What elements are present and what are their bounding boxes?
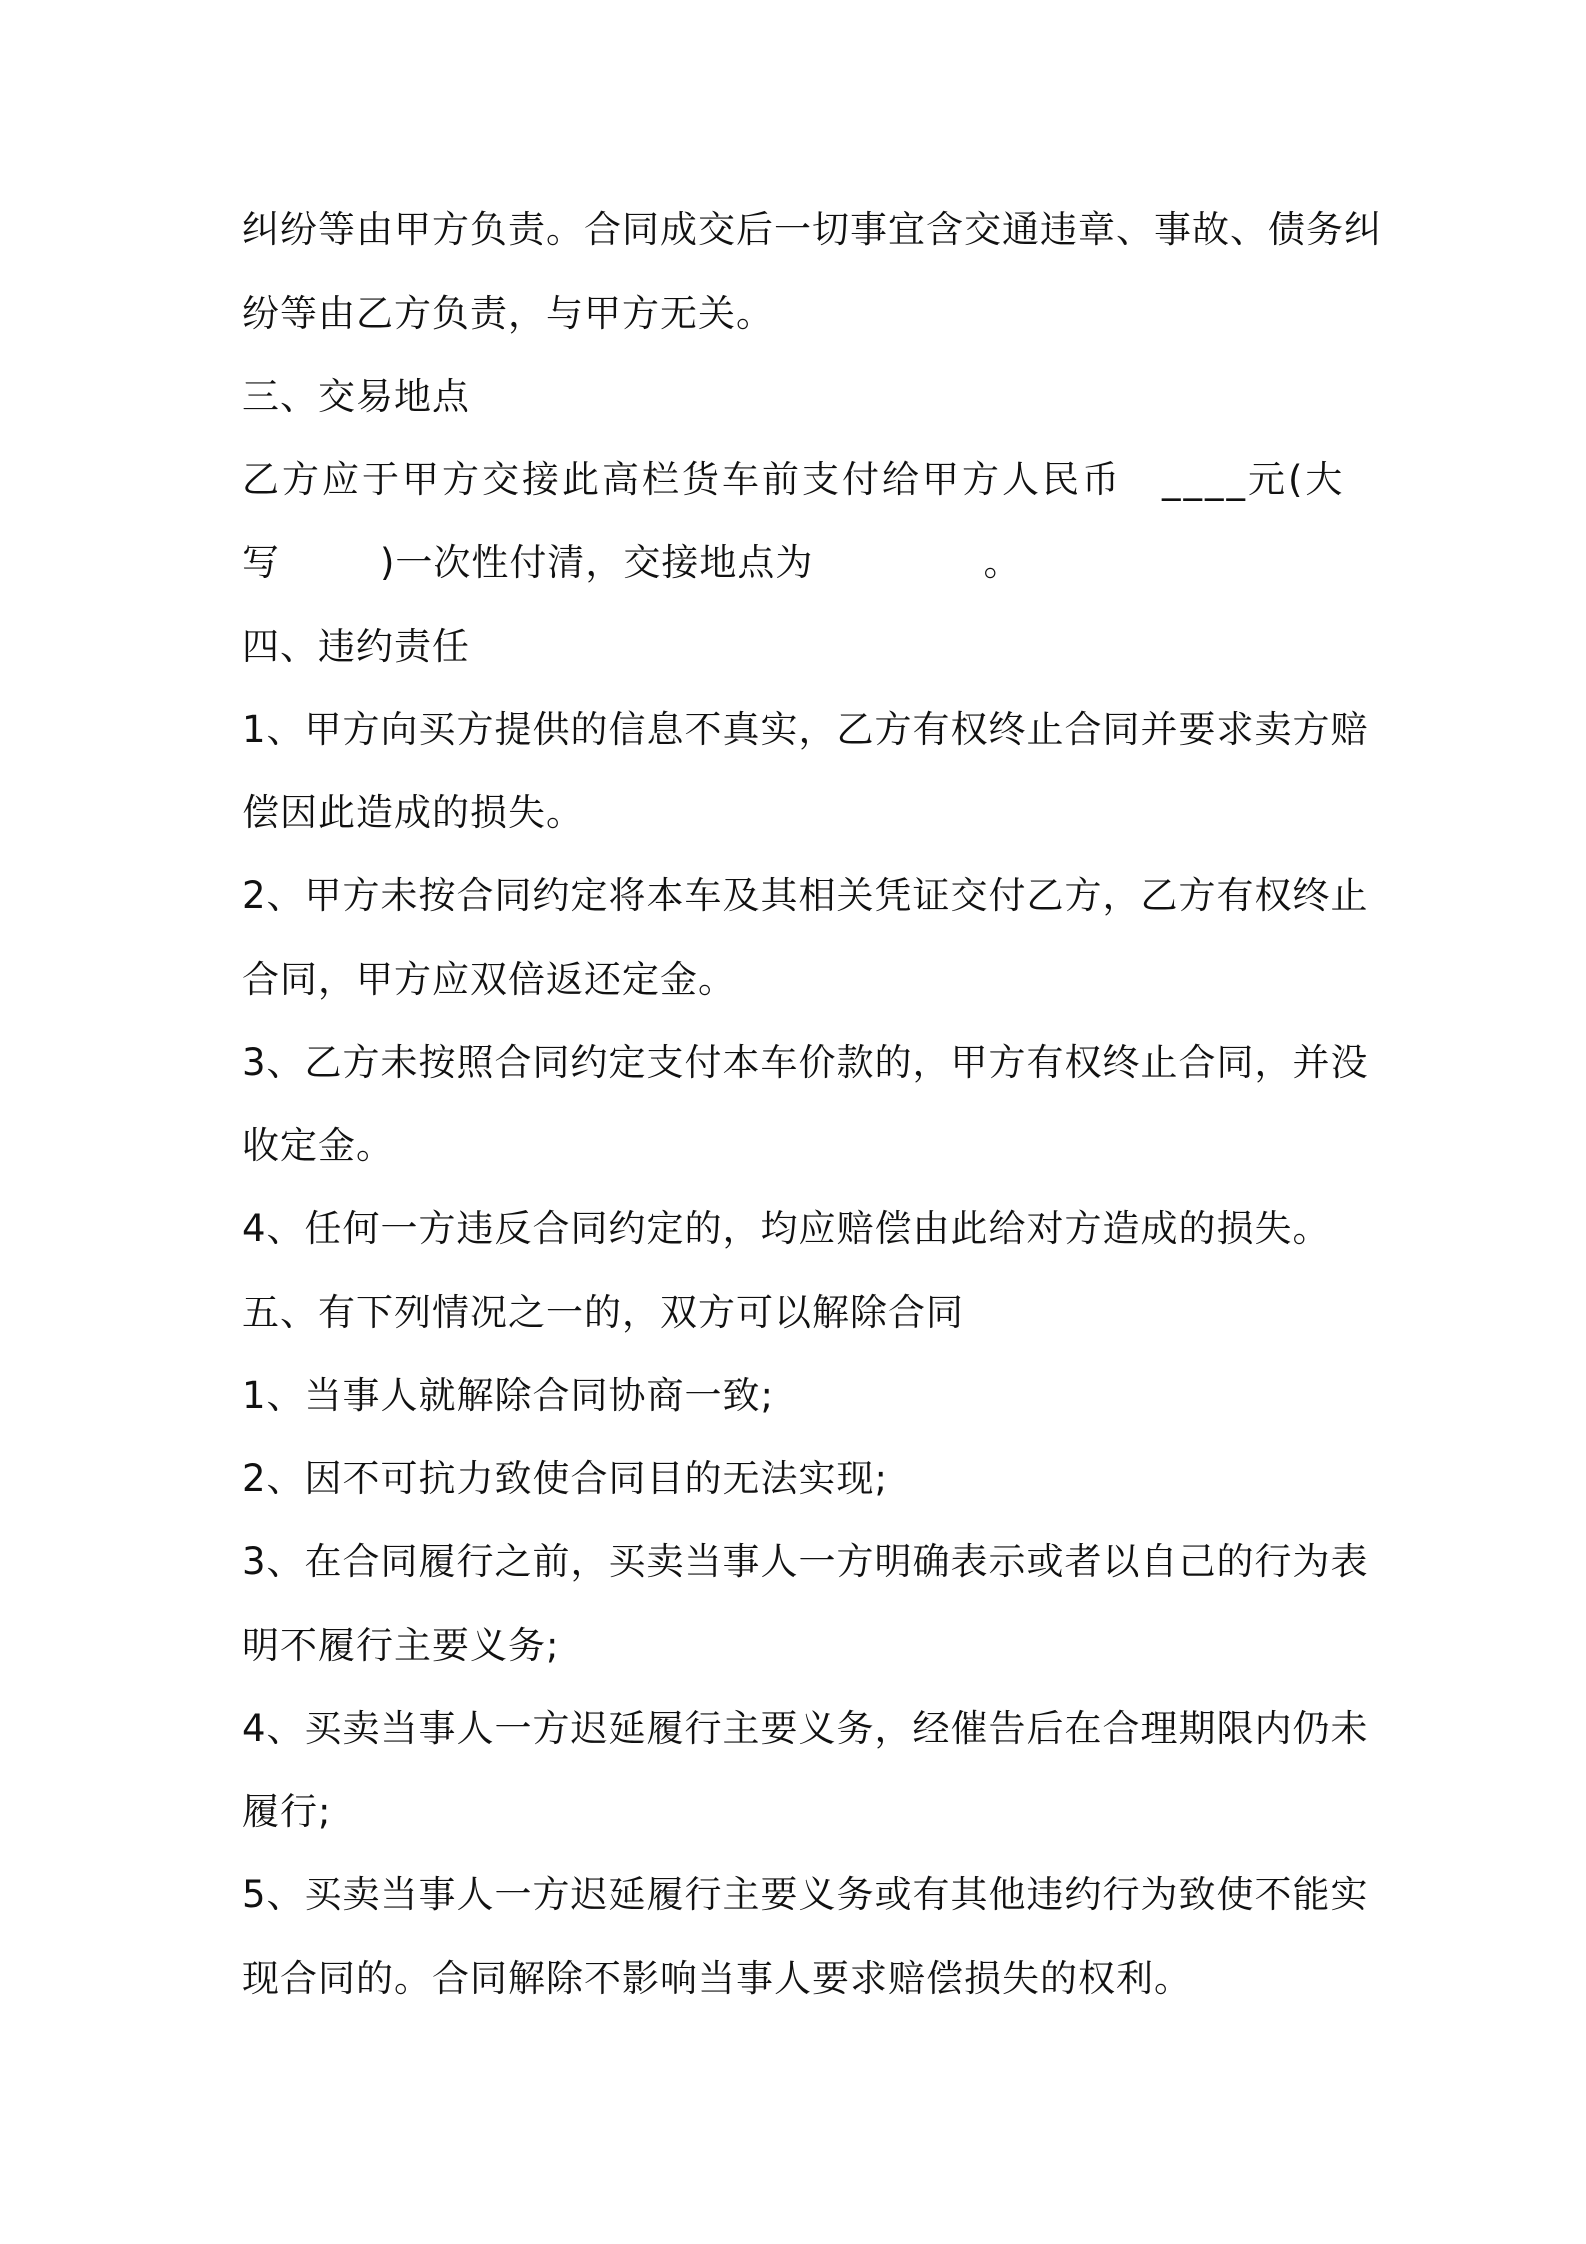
paragraph-line: 偿因此造成的损失。 [242,791,584,834]
paragraph-line: 纷等由乙方负责，与甲方无关。 [242,292,774,335]
section-heading-location: 三、交易地点 [242,375,470,418]
list-item: 2、因不可抗力致使合同目的无法实现; [242,1457,889,1500]
payment-text: 乙方应于甲方交接此高栏货车前支付给甲方人民币 [242,458,1122,501]
paragraph-line: 合同，甲方应双倍返还定金。 [242,958,736,1001]
payment-tail: )一次性付清，交接地点为 [380,541,814,584]
list-item: 1、当事人就解除合同协商一致; [242,1374,775,1417]
period-mark: 。 [983,541,1022,584]
list-item: 4、买卖当事人一方迟延履行主要义务，经催告后在合理期限内仍未 [242,1707,1369,1750]
list-item: 3、在合同履行之前，买卖当事人一方明确表示或者以自己的行为表 [242,1540,1369,1583]
list-item: 明不履行主要义务; [242,1624,560,1667]
paragraph-line: 2、甲方未按合同约定将本车及其相关凭证交付乙方，乙方有权终止 [242,874,1369,917]
paragraph-line: 收定金。 [242,1124,394,1167]
section-heading-termination: 五、有下列情况之一的，双方可以解除合同 [242,1291,964,1334]
paragraph-line: 1、甲方向买方提供的信息不真实，乙方有权终止合同并要求卖方赔 [242,708,1369,751]
daxie-tail: 写 [242,541,280,584]
list-item: 履行; [242,1790,332,1833]
paragraph-line: 4、任何一方违反合同约定的，均应赔偿由此给对方造成的损失。 [242,1207,1331,1250]
paragraph-line: 3、乙方未按照合同约定支付本车价款的，甲方有权终止合同，并没 [242,1041,1369,1084]
list-item: 5、买卖当事人一方迟延履行主要义务或有其他违约行为致使不能实 [242,1873,1369,1916]
price-blank: ____元(大 [1162,458,1346,501]
payment-continuation-line [242,538,1362,588]
section-heading-liability: 四、违约责任 [242,625,470,668]
list-item: 现合同的。合同解除不影响当事人要求赔偿损失的权利。 [242,1957,1192,2000]
payment-line [242,455,1362,505]
paragraph-line: 纠纷等由甲方负责。合同成交后一切事宜含交通违章、事故、债务纠 [242,208,1382,251]
